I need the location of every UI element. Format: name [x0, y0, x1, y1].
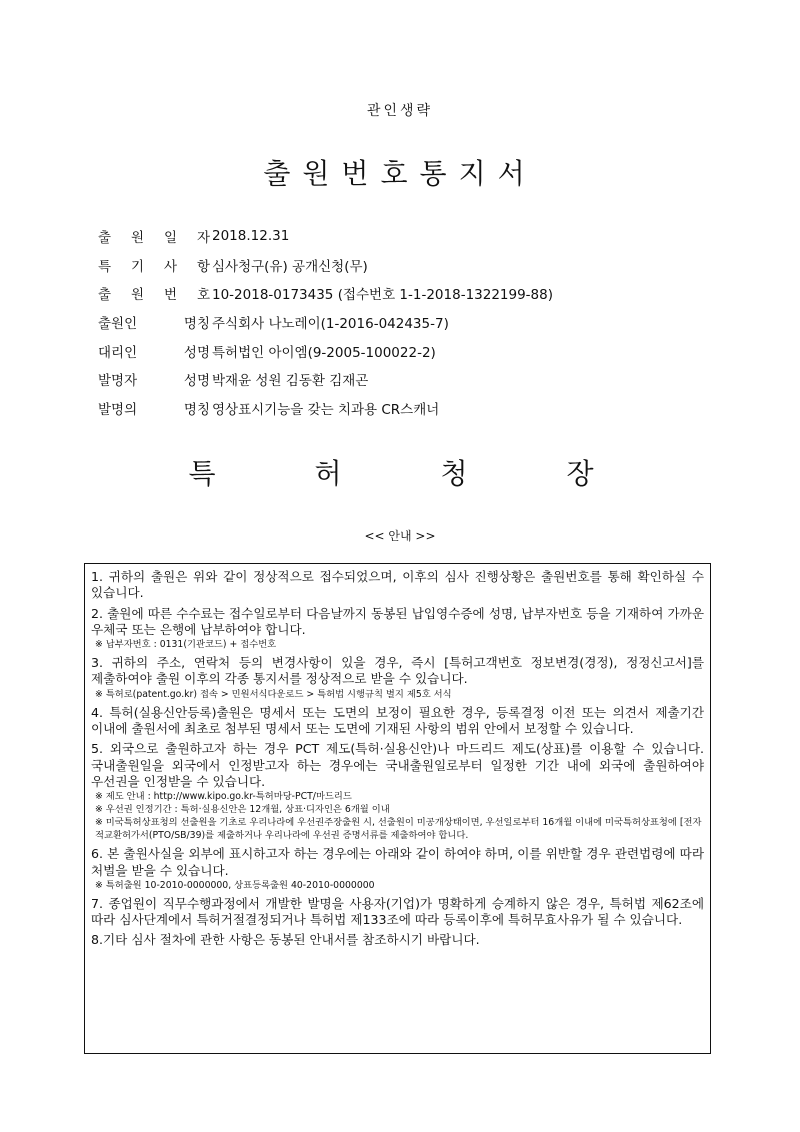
info-value: 박재윤 성원 김동환 김재곤 — [212, 373, 369, 390]
info-label — [98, 341, 212, 361]
info-value: 2018.12.31 — [212, 228, 290, 245]
notice-box — [84, 563, 711, 1054]
info-label-part: 자 — [196, 230, 210, 247]
info-label-part: 출 — [98, 230, 112, 247]
info-label-part: 발명자 — [98, 373, 138, 390]
info-label-part: 특 — [98, 258, 112, 275]
info-label-part: 원 — [130, 287, 145, 304]
notice-item-note: ※ 납부자번호 : 0131(기관코드) + 접수번호 — [95, 639, 277, 651]
seal-character: 장 — [566, 457, 594, 490]
notice-item-text: 5. 외국으로 출원하고자 하는 경우 PCT 제도(특허·실용신안)나 마드리드 제도(상표)를 이용할 수 있습니다. 국내출원일을 외국에서 인정받고자 하는 경우에는 국내출원일로부터 일정한 기간 내에 외국에 출원하여야 우선권을 인정받을 수 있습니다. — [91, 741, 704, 789]
info-label-part: 성명 — [183, 344, 210, 361]
info-label — [98, 255, 212, 275]
info-value: 심사청구(유) 공개신청(무) — [212, 258, 368, 275]
info-label-part: 명칭 — [183, 316, 210, 333]
info-label-part: 호 — [196, 287, 210, 304]
notice-heading: << 안내 >> — [364, 529, 436, 543]
info-label-part: 발명의 — [98, 401, 138, 418]
info-row — [98, 279, 553, 308]
notice-item — [91, 932, 704, 948]
notice-item-note: ※ 미국특허상표청의 선출원을 기초로 우리나라에 우선권주장출원 시, 선출원이 미공개상태이면, 우선일로부터 16개월 이내에 미국특허상표청에 [전자적교환허가서(PTO/SB/39)를 제출하거나 우리나라에 우선권 증명서류를 제출하여야 합니다. — [95, 817, 702, 842]
info-label-part: 번 — [163, 287, 178, 304]
info-label — [98, 226, 212, 246]
notice-item-text: 8.기타 심사 절차에 관한 사항은 동봉된 안내서를 참조하시기 바랍니다. — [91, 932, 480, 948]
notice-item — [91, 896, 704, 929]
info-label-part: 대리인 — [98, 344, 138, 361]
info-value: 영상표시기능을 갖는 치과용 CR스캐너 — [212, 401, 440, 418]
info-row — [98, 365, 553, 394]
info-row — [98, 308, 553, 337]
info-label-part: 사 — [163, 258, 178, 275]
info-label-part: 성명 — [183, 373, 210, 390]
info-row — [98, 394, 553, 423]
seal-character: 허 — [314, 457, 342, 490]
info-label — [98, 369, 212, 389]
info-row — [98, 222, 553, 251]
info-label-part: 원 — [130, 230, 145, 247]
notice-item-note: ※ 우선권 인정기간 : 특허·실용신안은 12개월, 상표·디자인은 6개월 이내 — [95, 804, 390, 816]
info-row — [98, 336, 553, 365]
notice-item-text: 1. 귀하의 출원은 위와 같이 정상적으로 접수되었으며, 이후의 심사 진행상황은 출원번호를 통해 확인하실 수 있습니다. — [91, 569, 704, 601]
info-label — [98, 283, 212, 303]
notice-item-text: 3. 귀하의 주소, 연락처 등의 변경사항이 있을 경우, 즉시 [특허고객번호 정보변경(경정), 정정신고서]를 제출하여야 출원 이후의 각종 통지서를 정상적으로 받을 수 있습니다. — [91, 655, 704, 687]
notice-item — [91, 655, 704, 701]
info-label-part: 기 — [130, 258, 145, 275]
notice-item — [91, 569, 704, 602]
notice-item-note: ※ 제도 안내 : http://www.kipo.go.kr-특허마당-PCT/마드리드 — [95, 791, 352, 803]
notice-item — [91, 606, 704, 652]
info-label-part: 출 — [98, 287, 112, 304]
notice-item-text: 6. 본 출원사실을 외부에 표시하고자 하는 경우에는 아래와 같이 하여야 하며, 이를 위반할 경우 관련법령에 따라 처벌을 받을 수 있습니다. — [91, 846, 704, 878]
issuer-seal-text — [0, 452, 800, 492]
notice-item-note: ※ 특허출원 10-2010-0000000, 상표등록출원 40-2010-0000000 — [95, 879, 375, 891]
info-label-part: 일 — [163, 230, 178, 247]
info-label-part: 출원인 — [98, 316, 138, 333]
notice-item — [91, 846, 704, 892]
notice-item-text: 2. 출원에 따른 수수료는 접수일로부터 다음날까지 동봉된 납입영수증에 성명, 납부자번호 등을 기재하여 가까운 우체국 또는 은행에 납부하여야 합니다. — [91, 605, 704, 637]
info-label — [98, 312, 212, 332]
info-value: 특허법인 아이엠(9-2005-100022-2) — [212, 344, 436, 361]
seal-character: 청 — [440, 457, 468, 490]
notice-item-text: 7. 종업원이 직무수행과정에서 개발한 발명을 사용자(기업)가 명확하게 승계하지 않은 경우, 특허법 제62조에 따라 심사단계에서 특허거절결정되거나 특허법 제133조에 따라 등록이후에 특허무효사유가 될 수 있습니다. — [91, 895, 704, 928]
info-label — [98, 398, 212, 418]
top-label: 관인생략 — [366, 103, 434, 119]
document-title: 출원번호통지서 — [263, 157, 537, 190]
application-info-table — [98, 222, 553, 422]
info-value: 주식회사 나노레이(1-2016-042435-7) — [212, 316, 449, 333]
notice-item — [91, 741, 704, 842]
info-label-part: 명칭 — [183, 401, 210, 418]
notice-item-text: 4. 특허(실용신안등록)출원은 명세서 또는 도면의 보정이 필요한 경우, 등록결정 이전 또는 의견서 제출기간 이내에 출원서에 최초로 첨부된 명세서 또는 도면에 기재된 사항의 범위 안에서 보정할 수 있습니다. — [91, 704, 704, 737]
notice-item — [91, 705, 704, 738]
notice-item-note: ※ 특허로(patent.go.kr) 접속 > 민원서식다운로드 > 특허법 시행규칙 별지 제5호 서식 — [95, 688, 452, 700]
info-label-part: 항 — [196, 258, 210, 275]
info-row — [98, 251, 553, 280]
info-value: 10-2018-0173435 (접수번호 1-1-2018-1322199-88) — [212, 287, 554, 304]
seal-character: 특 — [188, 457, 216, 490]
